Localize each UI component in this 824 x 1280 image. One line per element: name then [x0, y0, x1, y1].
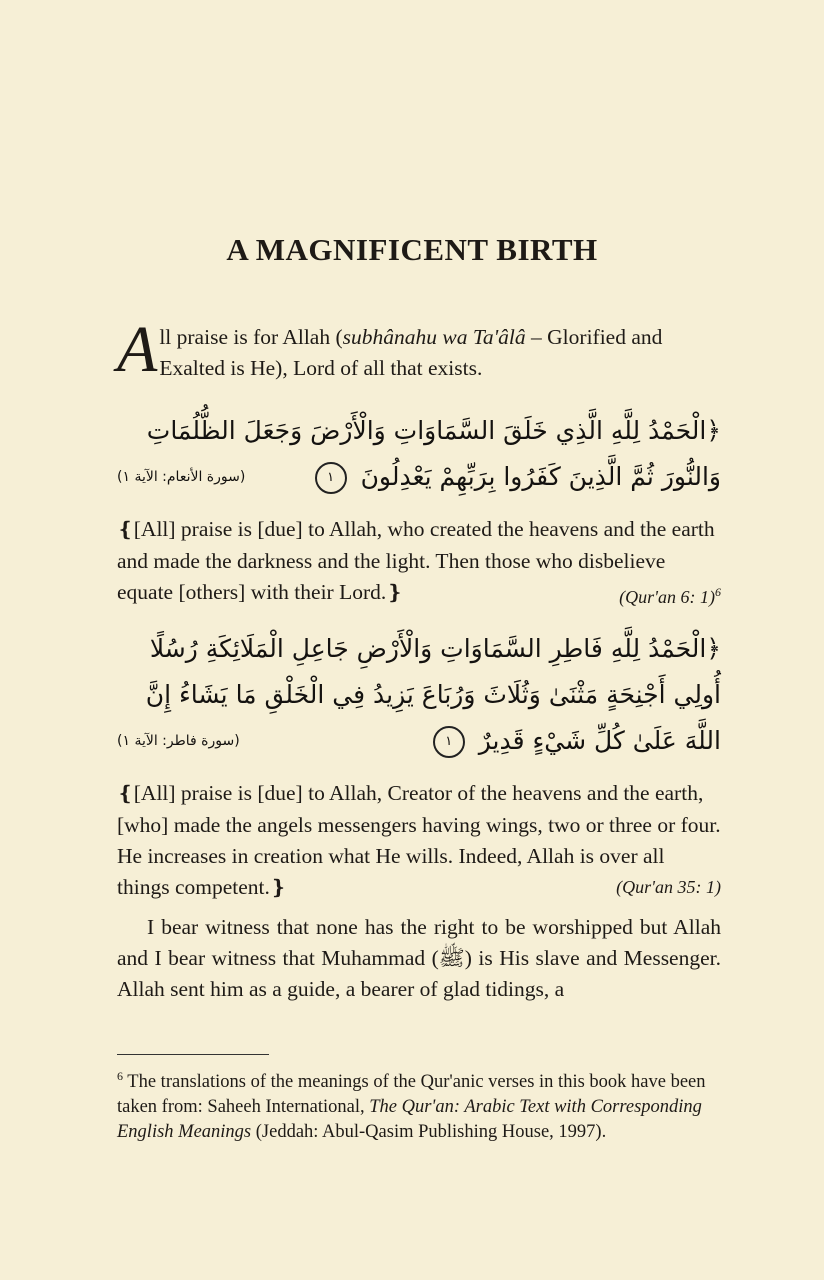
- arabic-verse-1-text: ﴿الْحَمْدُ لِلَّهِ الَّذِي خَلَقَ السَّمَاوَاتِ وَالْأَرْضَ وَجَعَلَ الظُّلُمَاتِ وَالنُّورَ ثُمَّ الَّذِينَ كَفَرُوا بِرَبِّهِمْ يَعْدِلُونَ: [146, 416, 721, 491]
- citation-1: (Qur'an 6: 1)$^6$: [619, 585, 721, 607]
- arabic-verse-2-text: ﴿الْحَمْدُ لِلَّهِ فَاطِرِ السَّمَاوَاتِ وَالْأَرْضِ جَاعِلِ الْمَلَائِكَةِ رُسُلًا أُولِي أَجْنِحَةٍ مَثْنَىٰ وَثُلَاثَ وَرُبَاعَ يَزِيدُ فِي الْخَلْقِ مَا يَشَاءُ إِنَّ اللَّهَ عَلَىٰ كُلِّ شَيْءٍ قَدِيرٌ: [145, 634, 721, 755]
- arabic-verse-1-ref: (سورة الأنعام: الآية ١): [117, 469, 246, 485]
- translation-1-text: [All] praise is [due] to Allah, who created the heavens and the earth and made the darkness and the light. Then those who disbelieve equate [others] with their Lord.: [117, 517, 715, 604]
- footnote-text-start: The translations of the meanings of the Qur'anic verses in this book have been taken from: Saheeh International,: [117, 1072, 706, 1118]
- arabic-verse-2-ref: (سورة فاطر: الآية ١): [117, 733, 240, 749]
- drop-cap: A: [117, 313, 158, 386]
- intro-transliteration: subhânahu wa Ta'âlâ: [342, 325, 526, 349]
- verse-number-marker-icon: ١: [433, 726, 465, 758]
- close-bracket: ❵: [269, 877, 287, 899]
- open-bracket: ❴: [117, 519, 134, 541]
- chapter-heading: A MAGNIFICENT BIRTH: [226, 232, 598, 267]
- footnote-mark: 6: [117, 1069, 123, 1083]
- intro-text-start: ll praise is for Allah (: [159, 325, 343, 349]
- footnote-divider: [117, 1054, 269, 1055]
- intro-text-end: – Glorified and Exalted is He), Lord of all that exists.: [159, 325, 663, 380]
- footnote-book-title: The Qur'an: Arabic Text with Corresponding English Meanings: [117, 1097, 702, 1143]
- translation-2-text: [All] praise is [due] to Allah, Creator of the heavens and the earth, [who] made the angels messengers having wings, two or three or four. He increases in creation what He wills. Indeed, Allah is over all things competent.: [117, 781, 721, 899]
- intro-paragraph: [117, 313, 721, 386]
- footnote-ref: 6: [715, 585, 721, 599]
- arabic-verse-1: [117, 408, 721, 500]
- footnote-text-end: (Jeddah: Abul-Qasim Publishing House, 1997).: [251, 1122, 607, 1143]
- arabic-verse-2: [117, 626, 721, 764]
- witness-paragraph: I bear witness that none has the right to be worshipped but Allah and I bear witness that Muhammad (ﷺ) is His slave and Messenger. Allah sent him as a guide, a bearer of glad tidings, a: [117, 915, 721, 1001]
- translation-2: [117, 778, 721, 904]
- translation-1: [117, 514, 721, 613]
- footnote: [117, 1064, 723, 1145]
- verse-number-marker-icon: ١: [315, 462, 347, 494]
- citation-2: (Qur'an 35: 1): [616, 877, 721, 897]
- close-bracket: ❵: [386, 582, 404, 604]
- open-bracket: ❴: [117, 783, 134, 805]
